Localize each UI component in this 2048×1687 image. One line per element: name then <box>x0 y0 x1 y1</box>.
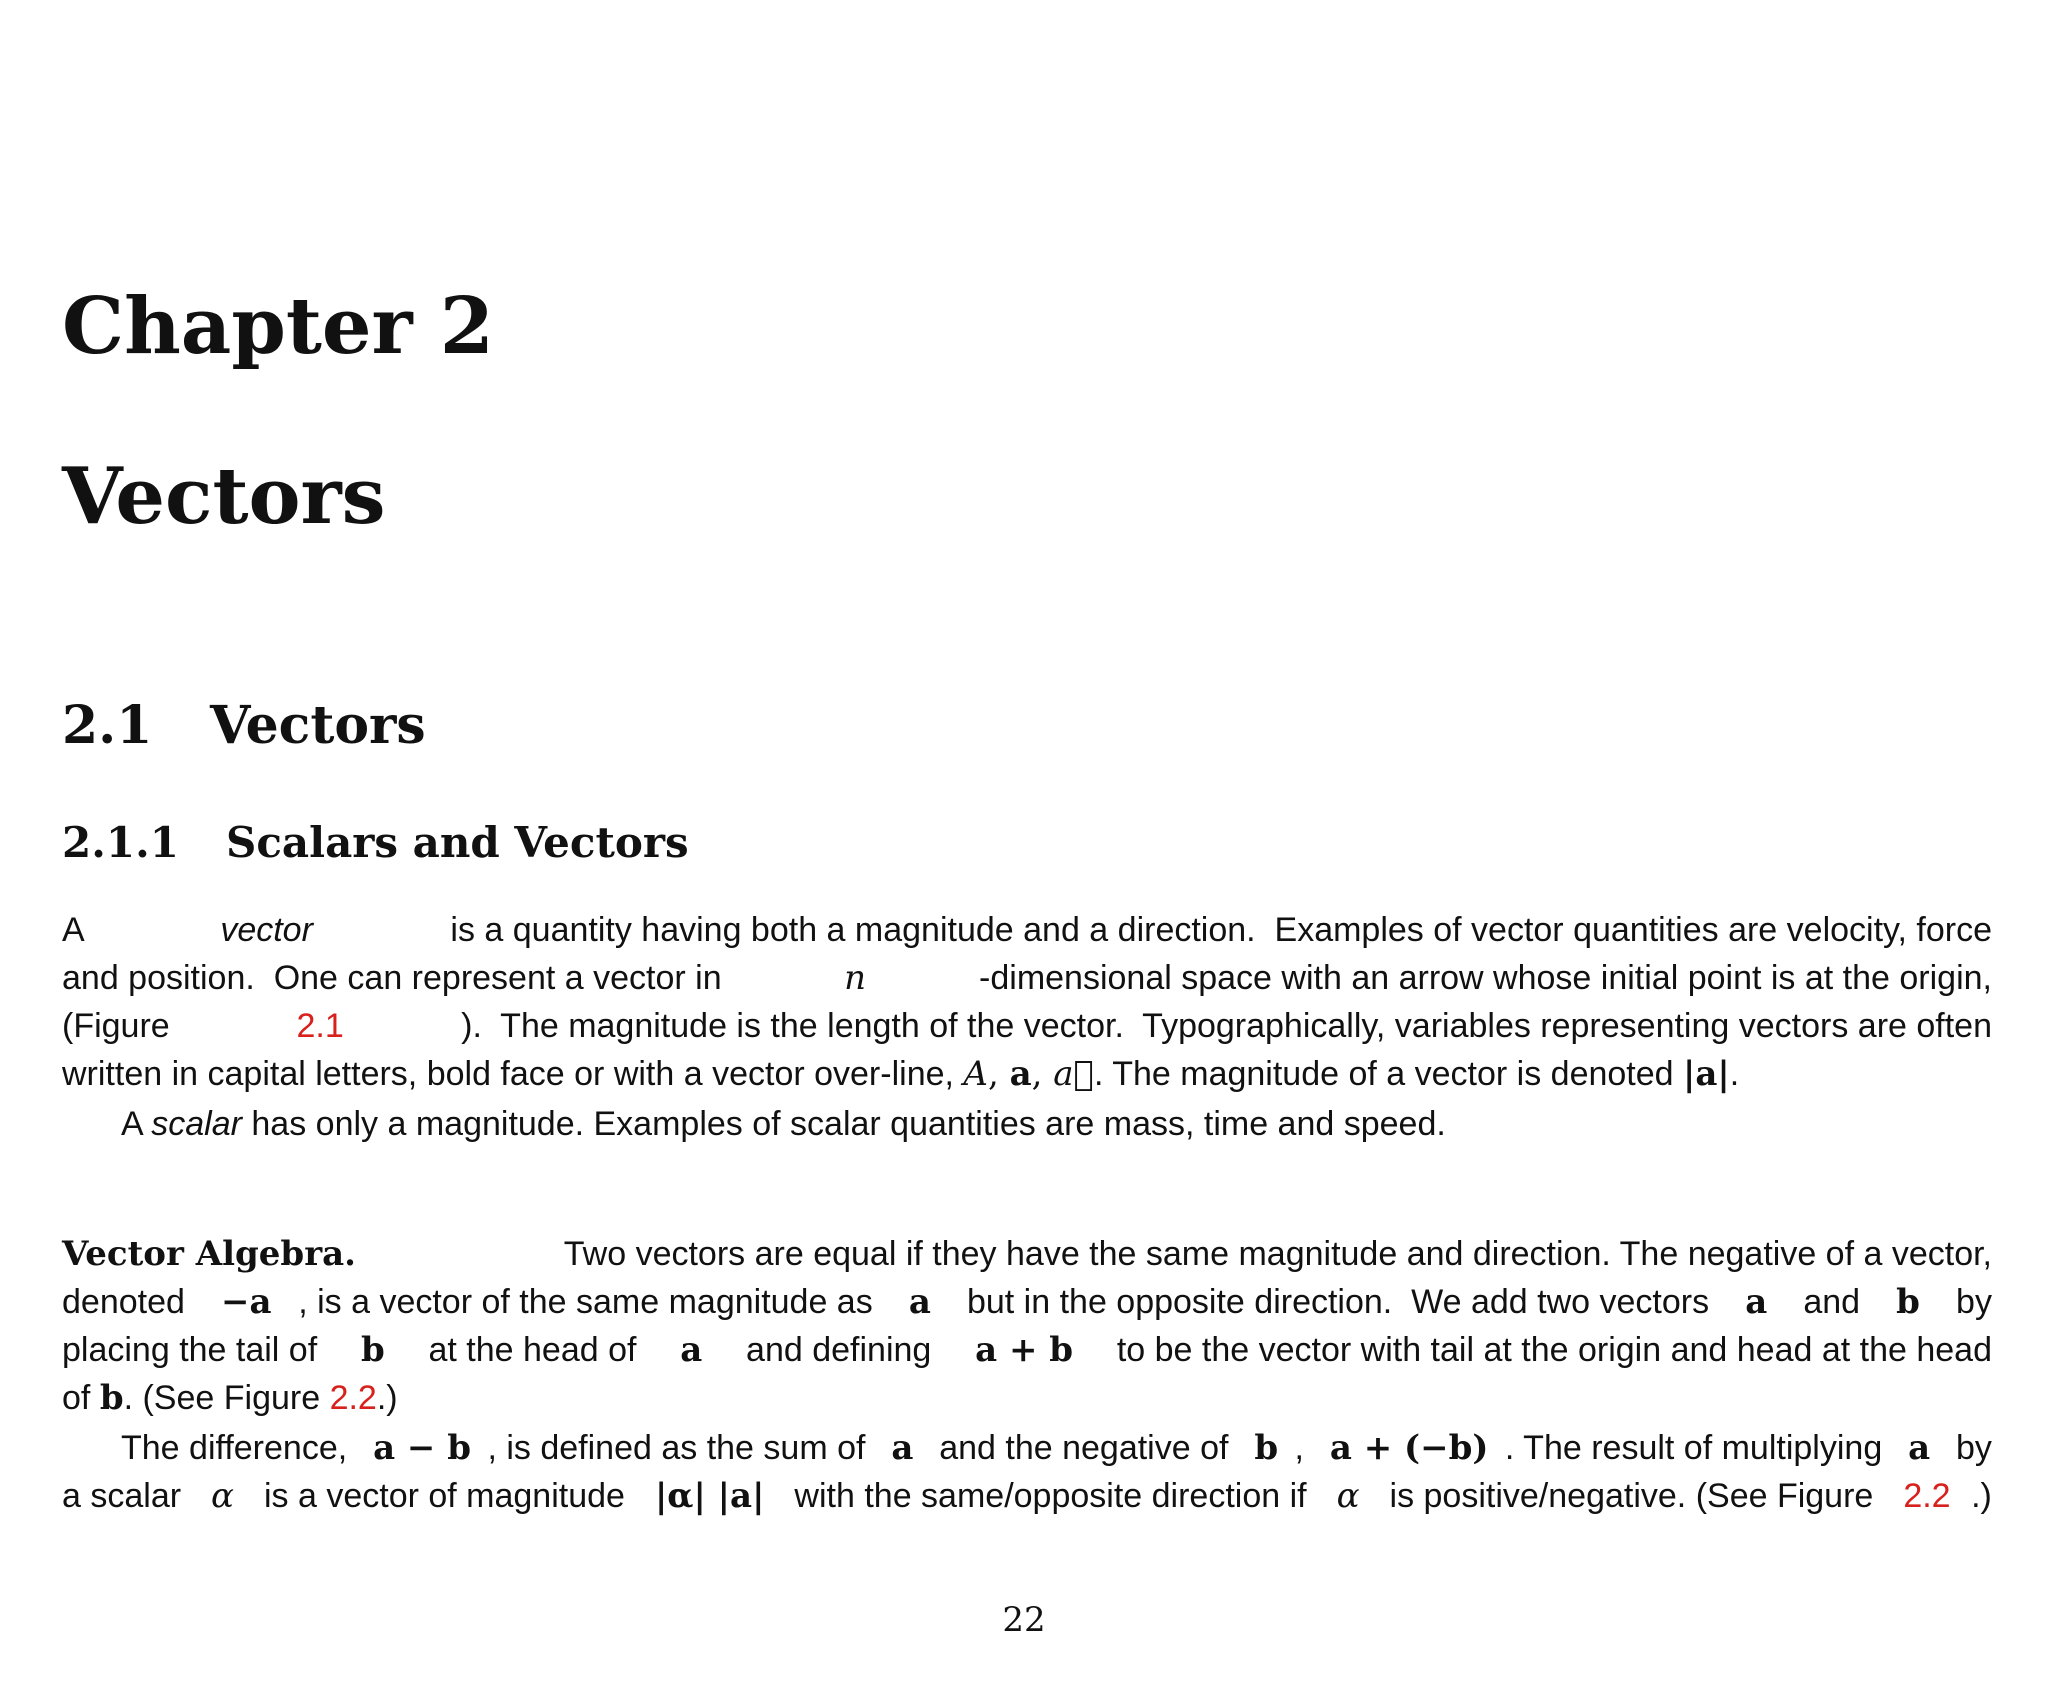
section-number: 2.1 <box>62 695 153 756</box>
section-title: Vectors <box>210 695 426 756</box>
emphasis-vector: vector <box>220 911 313 949</box>
math-vector-a: a⃗ <box>1053 1054 1094 1094</box>
text-fragment: at the head of <box>419 1331 646 1369</box>
paragraph-line <box>121 1428 1992 1468</box>
text-fragment: is positive/negative. (See Figure <box>1380 1477 1883 1515</box>
paragraph-line <box>62 1054 1992 1094</box>
text-fragment: Two vectors are equal if they have the same magnitude and direction. The negative of a vector, <box>545 1235 1992 1273</box>
math-a-minus-b: a − b <box>373 1428 472 1468</box>
paragraph-line <box>62 1476 1992 1516</box>
math-bold-a: a <box>680 1330 703 1370</box>
subsection-heading <box>62 818 689 867</box>
paragraph-line <box>62 1006 1992 1046</box>
math-bold-b: b <box>99 1378 124 1418</box>
math-a-plus-neg-b: a + (−b) <box>1329 1428 1489 1468</box>
text-fragment: .) <box>1971 1477 1992 1515</box>
paragraph-line <box>62 958 1992 998</box>
math-bold-a: a <box>891 1428 914 1468</box>
paragraph-line <box>121 1104 1992 1144</box>
text-fragment: to be the vector with tail at the origin and head at the head <box>1107 1331 1992 1369</box>
math-bold-a: a <box>1009 1054 1032 1094</box>
text-fragment: but in the opposite direction. We add two vectors <box>957 1283 1719 1321</box>
text-fragment: is a quantity having both a magnitude and a direction. Examples of vector quantities are velocity, force <box>440 911 1992 949</box>
math-a-plus-b: a + b <box>975 1330 1074 1370</box>
text-fragment: , is a vector of the same magnitude as <box>298 1283 883 1321</box>
section-heading <box>62 695 426 756</box>
text-fragment: -dimensional space with an arrow whose initial point is at the origin, <box>979 959 1992 997</box>
figure-ref-link[interactable]: 2.2 <box>329 1379 377 1417</box>
subsection-title: Scalars and Vectors <box>226 818 689 867</box>
chapter-title: Vectors <box>62 451 386 542</box>
math-sep: , <box>1031 1054 1054 1094</box>
text-fragment: , <box>1294 1429 1314 1467</box>
text-fragment: and defining <box>736 1331 941 1369</box>
math-sep: , <box>987 1054 1010 1094</box>
text-fragment: The difference, <box>121 1429 357 1467</box>
math-bold-b: b <box>1254 1428 1279 1468</box>
figure-ref-link[interactable]: 2.1 <box>296 1007 344 1045</box>
math-abs-alpha-a: |α| |a| <box>654 1476 765 1516</box>
text-fragment: by <box>1946 1283 1992 1321</box>
text-fragment: and the negative of <box>929 1429 1238 1467</box>
chapter-label: Chapter 2 <box>62 281 495 372</box>
math-A: A <box>963 1054 988 1094</box>
math-alpha: α <box>1336 1476 1360 1516</box>
text-fragment: denoted <box>62 1283 195 1321</box>
paragraph-line <box>62 1378 1992 1418</box>
text-fragment: .) <box>376 1379 398 1417</box>
text-fragment: . The result of multiplying <box>1504 1429 1892 1467</box>
paragraph-line <box>62 1282 1992 1322</box>
text-fragment: a scalar <box>62 1477 191 1515</box>
paragraph-line <box>62 1234 1992 1274</box>
text-fragment: . The magnitude of a vector is denoted <box>1093 1055 1684 1093</box>
text-fragment: . <box>1729 1055 1740 1093</box>
text-fragment: , is defined as the sum of <box>487 1429 875 1467</box>
paragraph-line <box>62 1330 1992 1370</box>
subsection-number: 2.1.1 <box>62 818 179 867</box>
math-alpha: α <box>211 1476 234 1516</box>
text-fragment: A <box>62 911 93 949</box>
text-fragment: written in capital letters, bold face or with a vector over-line, <box>62 1055 964 1093</box>
figure-ref-link[interactable]: 2.2 <box>1903 1477 1951 1515</box>
paragraph-lead: Vector Algebra. <box>62 1234 356 1274</box>
text-fragment: by <box>1946 1429 1992 1467</box>
text-fragment: placing the tail of <box>62 1331 327 1369</box>
text-fragment: is a vector of magnitude <box>254 1477 635 1515</box>
math-abs-a: |a| <box>1683 1054 1730 1094</box>
text-fragment: A <box>121 1105 152 1143</box>
emphasis-scalar: scalar <box>151 1105 242 1143</box>
math-bold-a: a <box>908 1282 931 1322</box>
text-fragment: (Figure <box>62 1007 180 1045</box>
text-fragment: and position. One can represent a vector in <box>62 959 732 997</box>
math-bold-a: a <box>1745 1282 1768 1322</box>
text-fragment: and <box>1793 1283 1870 1321</box>
math-bold-b: b <box>360 1330 385 1370</box>
text-fragment: of <box>62 1379 100 1417</box>
text-fragment: with the same/opposite direction if <box>784 1477 1317 1515</box>
math-bold-a: a <box>1908 1428 1931 1468</box>
math-bold-b: b <box>1896 1282 1920 1322</box>
math-n: n <box>844 958 866 998</box>
page-number: 22 <box>1002 1600 1046 1640</box>
math-neg-a: −a <box>221 1282 272 1322</box>
text-fragment: ). The magnitude is the length of the vector. Typographically, variables representing vectors are often <box>461 1007 1992 1045</box>
paragraph-line <box>62 910 1992 950</box>
text-fragment: . (See Figure <box>123 1379 330 1417</box>
text-fragment: has only a magnitude. Examples of scalar quantities are mass, time and speed. <box>241 1105 1446 1143</box>
